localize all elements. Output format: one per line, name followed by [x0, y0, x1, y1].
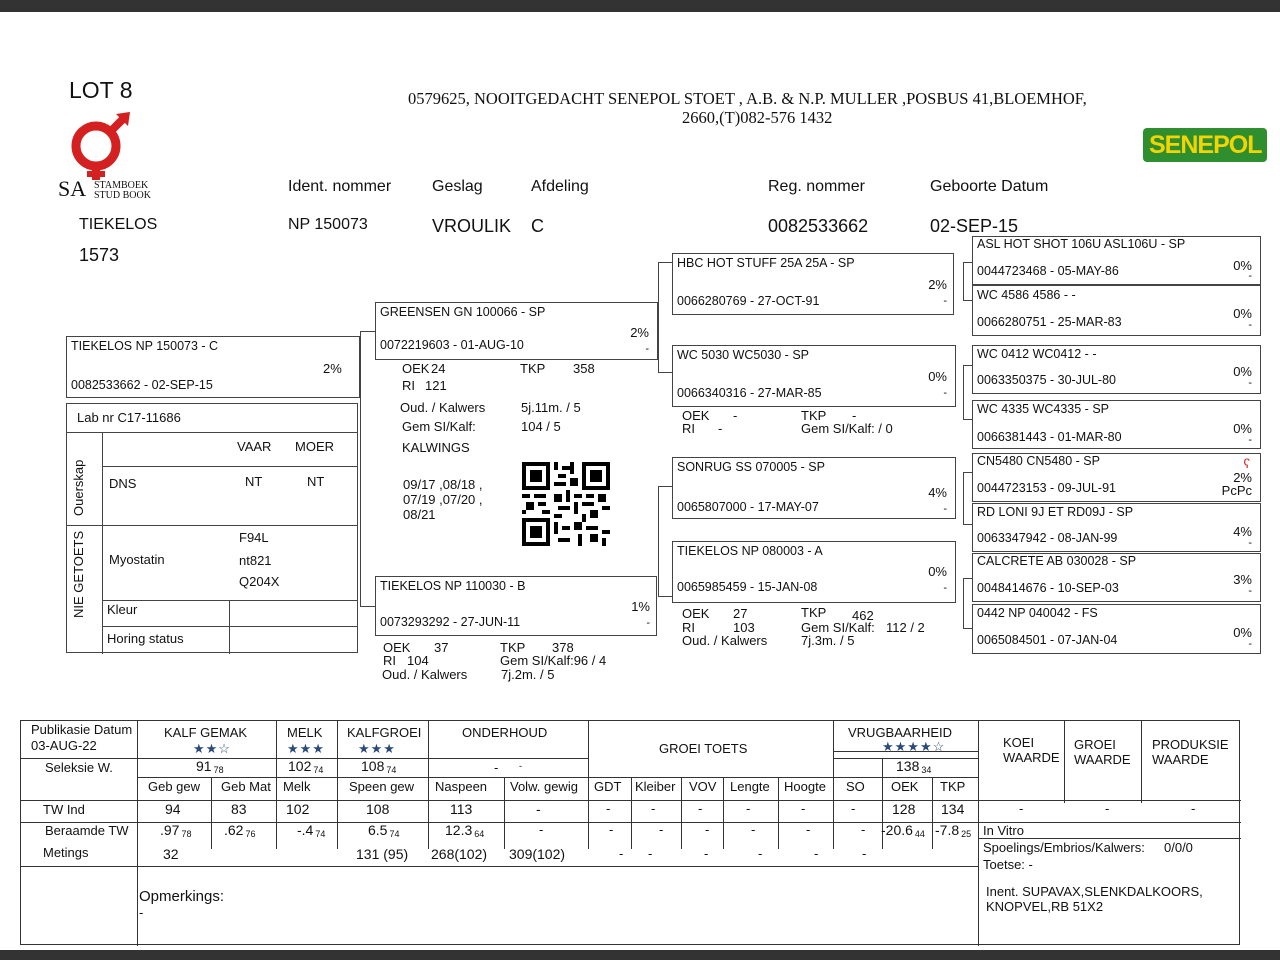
col-speen-gew: Speen gew — [349, 779, 415, 794]
animal-name: TIEKELOS NP 150073 - C — [71, 339, 219, 353]
sa-studbook-logo — [60, 112, 160, 202]
kalfgroei-stars: ★★★ — [358, 741, 396, 756]
ggp-dash: - — [1248, 537, 1252, 549]
tw-cell: - — [651, 801, 656, 816]
breeder-line1: 0579625, NOOITGEDACHT SENEPOL STOET , A.B. & N.P. MULLER ,POSBUS 41,BLOEMHOF, — [408, 89, 1087, 108]
lab-vaar: VAAR — [237, 439, 272, 454]
label-geslag: Geslag — [432, 178, 483, 195]
gp-pct: 4% — [928, 485, 947, 500]
sire-reg: 0072219603 - 01-AUG-10 — [380, 338, 524, 352]
bt-cell: 6.5 $_{74}$ — [368, 822, 400, 839]
ident-value: NP 150073 — [288, 216, 368, 233]
label-afdeling: Afdeling — [531, 178, 589, 195]
ggp-pct: 0% — [1233, 625, 1252, 640]
lab-ouerskap: Ouerskap — [71, 459, 86, 516]
gp-name: SONRUG SS 070005 - SP — [677, 460, 825, 474]
beraamde-tw-label: Beraamde TW — [45, 823, 129, 838]
ggp-reg: 0063347942 - 08-JAN-99 — [977, 531, 1118, 545]
ggp-reg: 0044723468 - 05-MAY-86 — [977, 264, 1119, 278]
bt-cell: -.4 $_{74}$ — [297, 822, 326, 839]
tw-cell: 108 — [366, 801, 390, 817]
melk-head: MELK — [287, 725, 323, 740]
sex-symbol-icon — [60, 112, 160, 182]
inent-line2: KNOPVEL,RB 51X2 — [986, 899, 1104, 914]
myo-value-3: Q204X — [239, 574, 280, 589]
sire-gem: 104 / 5 — [521, 419, 561, 434]
great-grandparent-box — [972, 604, 1261, 654]
bt-cell: 12.3 $_{64}$ — [445, 822, 485, 839]
ggp-pct: 0% — [1233, 364, 1252, 379]
ggp-name: ASL HOT SHOT 106U ASL106U - SP — [977, 237, 1186, 251]
onderhoud-head: ONDERHOUD — [462, 725, 548, 740]
gp-reg: 0065807000 - 17-MAY-07 — [677, 500, 819, 514]
dam-oud: 7j.2m. / 5 — [501, 667, 555, 682]
reg-value: 0082533662 — [768, 216, 869, 236]
sire-calvings-3: 08/21 — [403, 507, 436, 522]
ggp-pct: 0% — [1233, 306, 1252, 321]
gp-reg: 0066340316 - 27-MAR-85 — [677, 386, 822, 400]
gp-pct: 0% — [928, 564, 947, 579]
senepol-brand: SENEPOL — [1149, 131, 1262, 159]
col-oek: OEK — [891, 779, 919, 794]
sire-tkp-label: TKP — [520, 361, 546, 376]
sire-oek: 24 — [431, 361, 446, 376]
dob-value: 02-SEP-15 — [930, 216, 1019, 236]
bt-cell: - — [609, 822, 614, 837]
myo-value-1: F94L — [239, 530, 269, 545]
bt-cell: .62 $_{76}$ — [224, 822, 256, 839]
lab-dns: DNS — [109, 476, 137, 491]
sire-calvings-2: 07/19 ,07/20 , — [403, 492, 483, 507]
dam-oek-label: OEK — [383, 640, 411, 655]
tw-cell: 134 — [941, 801, 965, 817]
herd-name: TIEKELOS — [79, 216, 158, 233]
bt-cell: - — [751, 822, 756, 837]
dam-oud-label: Oud. / Kalwers — [382, 667, 468, 682]
gp-reg: 0066280769 - 27-OCT-91 — [677, 294, 820, 308]
tw-cell: 113 — [450, 801, 473, 817]
tw-cell: 128 — [892, 801, 916, 817]
grandparent-box — [672, 345, 956, 407]
qr-code — [522, 462, 610, 546]
col-geb-gew: Geb gew — [148, 779, 201, 794]
bt-cell: -7.8 $_{25}$ — [935, 822, 972, 839]
ggp-dash: PcPc — [1221, 483, 1252, 498]
ggp-reg: 0066280751 - 25-MAR-83 — [977, 315, 1122, 329]
lab-kleur: Kleur — [107, 602, 138, 617]
label-dob: Geboorte Datum — [930, 178, 1049, 195]
great-grandparent-box — [972, 553, 1261, 602]
groei-toets-head: GROEI TOETS — [659, 741, 748, 756]
sire-gem-label: Gem SI/Kalf: — [402, 419, 476, 434]
sire-ri: 121 — [425, 378, 447, 393]
ggp-reg: 0048414676 - 10-SEP-03 — [977, 581, 1119, 595]
col-vov: VOV — [689, 779, 717, 794]
dam-oek: 37 — [434, 640, 449, 655]
lab-myostatin: Myostatin — [109, 552, 165, 567]
dam-box — [375, 576, 657, 636]
lab-dns-moer: NT — [307, 474, 325, 489]
dam-ri: 104 — [407, 653, 429, 668]
section-value: C — [531, 216, 544, 236]
ggp-pct: 2% — [1233, 470, 1252, 485]
gp-sd-gem: Gem SI/Kalf: / 0 — [801, 421, 893, 436]
col-naspeen: Naspeen — [435, 779, 488, 794]
ggp-reg: 0066381443 - 01-MAR-80 — [977, 430, 1122, 444]
tw-cell: - — [536, 801, 541, 817]
gp-dd-oud-label: Oud. / Kalwers — [682, 633, 768, 648]
sire-oud: 5j.11m. / 5 — [521, 400, 581, 415]
tw-cell: - — [851, 801, 856, 816]
great-grandparent-box — [972, 345, 1261, 394]
seleksie-groei: 108 $_{74}$ — [361, 758, 397, 775]
seleksie-vrug: 138 $_{34}$ — [896, 758, 932, 775]
pub-date-label: Publikasie Datum — [31, 722, 133, 737]
ggp-pct: 3% — [1233, 572, 1252, 587]
seleksie-label: Seleksie W. — [45, 760, 113, 775]
animal-box — [66, 336, 360, 398]
metings-cell: - — [648, 846, 653, 861]
ggp-name: CN5480 CN5480 - SP — [977, 454, 1100, 468]
gp-sd-oek-label: OEK — [682, 408, 710, 423]
groei-waarde-head: GROEI WAARDE — [1074, 737, 1131, 767]
produksie-waarde-head: PRODUKSIE WAARDE — [1152, 737, 1229, 767]
gp-name: TIEKELOS NP 080003 - A — [677, 544, 823, 558]
bt-cell: - — [705, 822, 710, 837]
dam-tkp-label: TKP — [500, 640, 526, 655]
sire-oud-label: Oud. / Kalwers — [400, 400, 486, 415]
tw-cell: 94 — [165, 801, 181, 817]
metings-cell: 131 (95) — [356, 846, 409, 862]
seleksie-onderhoud-2: - — [519, 761, 522, 771]
gp-dd-tkp: 462 — [852, 608, 874, 623]
sire-oek-label: OEK — [402, 361, 430, 376]
grandparent-box — [672, 253, 954, 315]
great-grandparent-box — [972, 453, 1261, 502]
animal-reg: 0082533662 - 02-SEP-15 — [71, 378, 213, 392]
seleksie-melk: 102 $_{74}$ — [288, 758, 324, 775]
melk-stars: ★★★ — [287, 741, 325, 756]
metings-cell: - — [704, 846, 709, 861]
dam-tkp: 378 — [552, 640, 574, 655]
toetse: Toetse: - — [983, 857, 1033, 872]
tw-cell: - — [698, 801, 703, 816]
bt-cell: .97 $_{78}$ — [160, 822, 192, 839]
ggp-name: 0442 NP 040042 - FS — [977, 606, 1098, 620]
ggp-dash: - — [1248, 434, 1252, 446]
ggp-reg: 0044723153 - 09-JUL-91 — [977, 481, 1116, 495]
sire-tkp: 358 — [573, 361, 595, 376]
great-grandparent-box — [972, 236, 1261, 285]
bt-cell: - — [659, 822, 664, 837]
ggp-pct: 0% — [1233, 421, 1252, 436]
gp-sd-ri: - — [718, 421, 723, 436]
ggp-dash: - — [1248, 377, 1252, 389]
metings-cell: - — [758, 846, 763, 861]
ggp-dash: - — [1248, 270, 1252, 282]
gp-sd-oek: - — [733, 408, 738, 423]
grandparent-box — [672, 541, 956, 603]
tw-cell: 102 — [286, 801, 310, 817]
gp-dd-oek: 27 — [733, 606, 748, 621]
kalfgroei-head: KALFGROEI — [347, 725, 422, 740]
gp-dd-gem-label: Gem SI/Kalf: — [801, 620, 875, 635]
performance-table — [20, 720, 1240, 945]
col-volw-gewig: Volw. gewig — [510, 779, 578, 794]
gp-pct: 0% — [928, 369, 947, 384]
logo-line2: STUD BOOK — [94, 190, 151, 201]
gp-name: HBC HOT STUFF 25A 25A - SP — [677, 256, 855, 270]
ggp-name: WC 4586 4586 - - — [977, 288, 1076, 302]
sire-pct: 2% — [630, 325, 649, 340]
gp-dd-gem: 112 / 2 — [886, 620, 925, 635]
in-vitro: In Vitro — [983, 823, 1024, 838]
ggp-reg: 0063350375 - 30-JUL-80 — [977, 373, 1116, 387]
ggp-reg: 0065084501 - 07-JAN-04 — [977, 633, 1118, 647]
ggp-dash: - — [1248, 638, 1252, 650]
gp-sd-ri-label: RI — [682, 421, 695, 436]
sire-ri-label: RI — [402, 378, 415, 393]
logo-sa: SA — [58, 176, 87, 201]
gp-name: WC 5030 WC5030 - SP — [677, 348, 809, 362]
col-melk: Melk — [283, 779, 311, 794]
lab-nr: Lab nr C17-11686 — [77, 410, 181, 425]
pub-date: 03-AUG-22 — [31, 738, 97, 753]
tw-extra: - — [1191, 801, 1196, 816]
opmerkings-value: - — [139, 905, 144, 920]
metings-cell: 309(102) — [509, 846, 566, 862]
vrugbaarheid-stars: ★★★★☆ — [882, 739, 946, 754]
sire-box — [375, 302, 658, 360]
bt-cell: - — [539, 822, 544, 837]
gp-dash: - — [943, 295, 947, 307]
dam-name: TIEKELOS NP 110030 - B — [380, 579, 526, 593]
metings-cell: 32 — [163, 846, 179, 862]
gp-sd-tkp-label: TKP — [801, 408, 827, 423]
col-hoogte: Hoogte — [784, 779, 826, 794]
seleksie-kalf: 91 $_{78}$ — [196, 758, 224, 775]
tw-extra: - — [1019, 801, 1024, 816]
gp-sd-tkp: - — [852, 408, 857, 423]
metings-cell: - — [619, 846, 624, 861]
lab-moer: MOER — [295, 439, 334, 454]
dam-gem: Gem SI/Kalf:96 / 4 — [500, 653, 607, 668]
breeder-line2: 2660,(T)082-576 1432 — [682, 108, 833, 127]
great-grandparent-box — [972, 503, 1261, 552]
gp-dash: - — [943, 387, 947, 399]
ggp-name: WC 0412 WC0412 - - — [977, 347, 1097, 361]
spoelings-label: Spoelings/Embrios/Kalwers: — [983, 840, 1145, 855]
bt-cell: - — [806, 822, 811, 837]
great-grandparent-box — [972, 285, 1261, 336]
label-reg: Reg. nommer — [768, 178, 865, 195]
dam-ri-label: RI — [383, 653, 396, 668]
metings-cell: 268(102) — [431, 846, 488, 862]
gp-dash: - — [943, 582, 947, 594]
vrugbaarheid-head: VRUGBAARHEID — [848, 725, 953, 740]
gp-reg: 0065985459 - 15-JAN-08 — [677, 580, 818, 594]
lot-number: LOT 8 — [69, 77, 133, 103]
ggp-name: RD LONI 9J ET RD09J - SP — [977, 505, 1134, 519]
bottom-dark-bar — [0, 950, 1280, 960]
kalf-gemak-head: KALF GEMAK — [164, 725, 248, 740]
kalf-gemak-stars: ★★☆ — [193, 741, 231, 756]
inent-line1: Inent. SUPAVAX,SLENKDALKOORS, — [986, 884, 1203, 899]
koei-waarde-head: KOEI WAARDE — [1003, 735, 1060, 765]
col-gdt: GDT — [594, 779, 622, 794]
grandparent-box — [672, 457, 956, 519]
bt-cell: -20.6 $_{44}$ — [881, 822, 925, 839]
animal-pct: 2% — [323, 361, 342, 376]
sire-name: GREENSEN GN 100066 - SP — [380, 305, 546, 319]
col-tkp: TKP — [940, 779, 966, 794]
opmerkings-label: Opmerkings: — [139, 888, 225, 905]
metings-cell: - — [814, 846, 819, 861]
ggp-name: CALCRETE AB 030028 - SP — [977, 554, 1137, 568]
seleksie-onderhoud: - — [494, 760, 499, 775]
sire-dash: - — [645, 343, 649, 355]
senepol-logo — [1143, 128, 1267, 162]
sire-calvings-1: 09/17 ,08/18 , — [403, 477, 483, 492]
dam-dash: - — [646, 617, 650, 629]
sex-value: VROULIK — [432, 216, 512, 236]
col-so: SO — [846, 779, 865, 794]
ggp-name: WC 4335 WC4335 - SP — [977, 402, 1109, 416]
ggp-pct: 4% — [1233, 524, 1252, 539]
myo-value-2: nt821 — [239, 553, 272, 568]
bt-cell: - — [861, 822, 866, 837]
great-grandparent-box — [972, 400, 1261, 449]
label-ident: Ident. nommer — [288, 178, 392, 195]
ggp-dash: - — [1248, 585, 1252, 597]
col-geb-mat: Geb Mat — [221, 779, 271, 794]
col-lengte: Lengte — [730, 779, 770, 794]
gp-dd-oud: 7j.3m. / 5 — [801, 633, 855, 648]
gp-dd-ri: 103 — [733, 620, 755, 635]
ggp-pct: 0% — [1233, 258, 1252, 273]
tw-cell: - — [606, 801, 611, 816]
col-kleiber: Kleiber — [635, 779, 676, 794]
metings-cell: - — [862, 846, 867, 861]
tw-cell: - — [801, 801, 806, 816]
gp-dd-oek-label: OEK — [682, 606, 710, 621]
lab-dns-vaar: NT — [245, 474, 263, 489]
spoelings-value: 0/0/0 — [1164, 840, 1193, 855]
lab-table — [66, 403, 358, 653]
dam-pct: 1% — [631, 599, 650, 614]
logo-line1: STAMBOEK — [94, 180, 149, 191]
tw-extra: - — [1105, 801, 1110, 816]
top-dark-bar — [0, 0, 1280, 12]
metings-label: Metings — [43, 845, 89, 860]
lab-horing: Horing status — [107, 631, 184, 646]
sire-kalwings: KALWINGS — [402, 440, 470, 455]
lab-nie-getoets: NIE GETOETS — [71, 530, 86, 618]
gp-pct: 2% — [928, 277, 947, 292]
red-marker-icon: ʕ — [1243, 456, 1250, 471]
tw-cell: - — [746, 801, 751, 816]
gp-dd-ri-label: RI — [682, 620, 695, 635]
gp-dash: - — [943, 503, 947, 515]
tw-ind-label: TW Ind — [43, 802, 85, 817]
gp-dd-tkp-label: TKP — [801, 605, 827, 620]
herd-number: 1573 — [79, 245, 120, 265]
dam-reg: 0073293292 - 27-JUN-11 — [380, 615, 521, 629]
ggp-dash: - — [1248, 319, 1252, 331]
tw-cell: 83 — [231, 801, 247, 817]
